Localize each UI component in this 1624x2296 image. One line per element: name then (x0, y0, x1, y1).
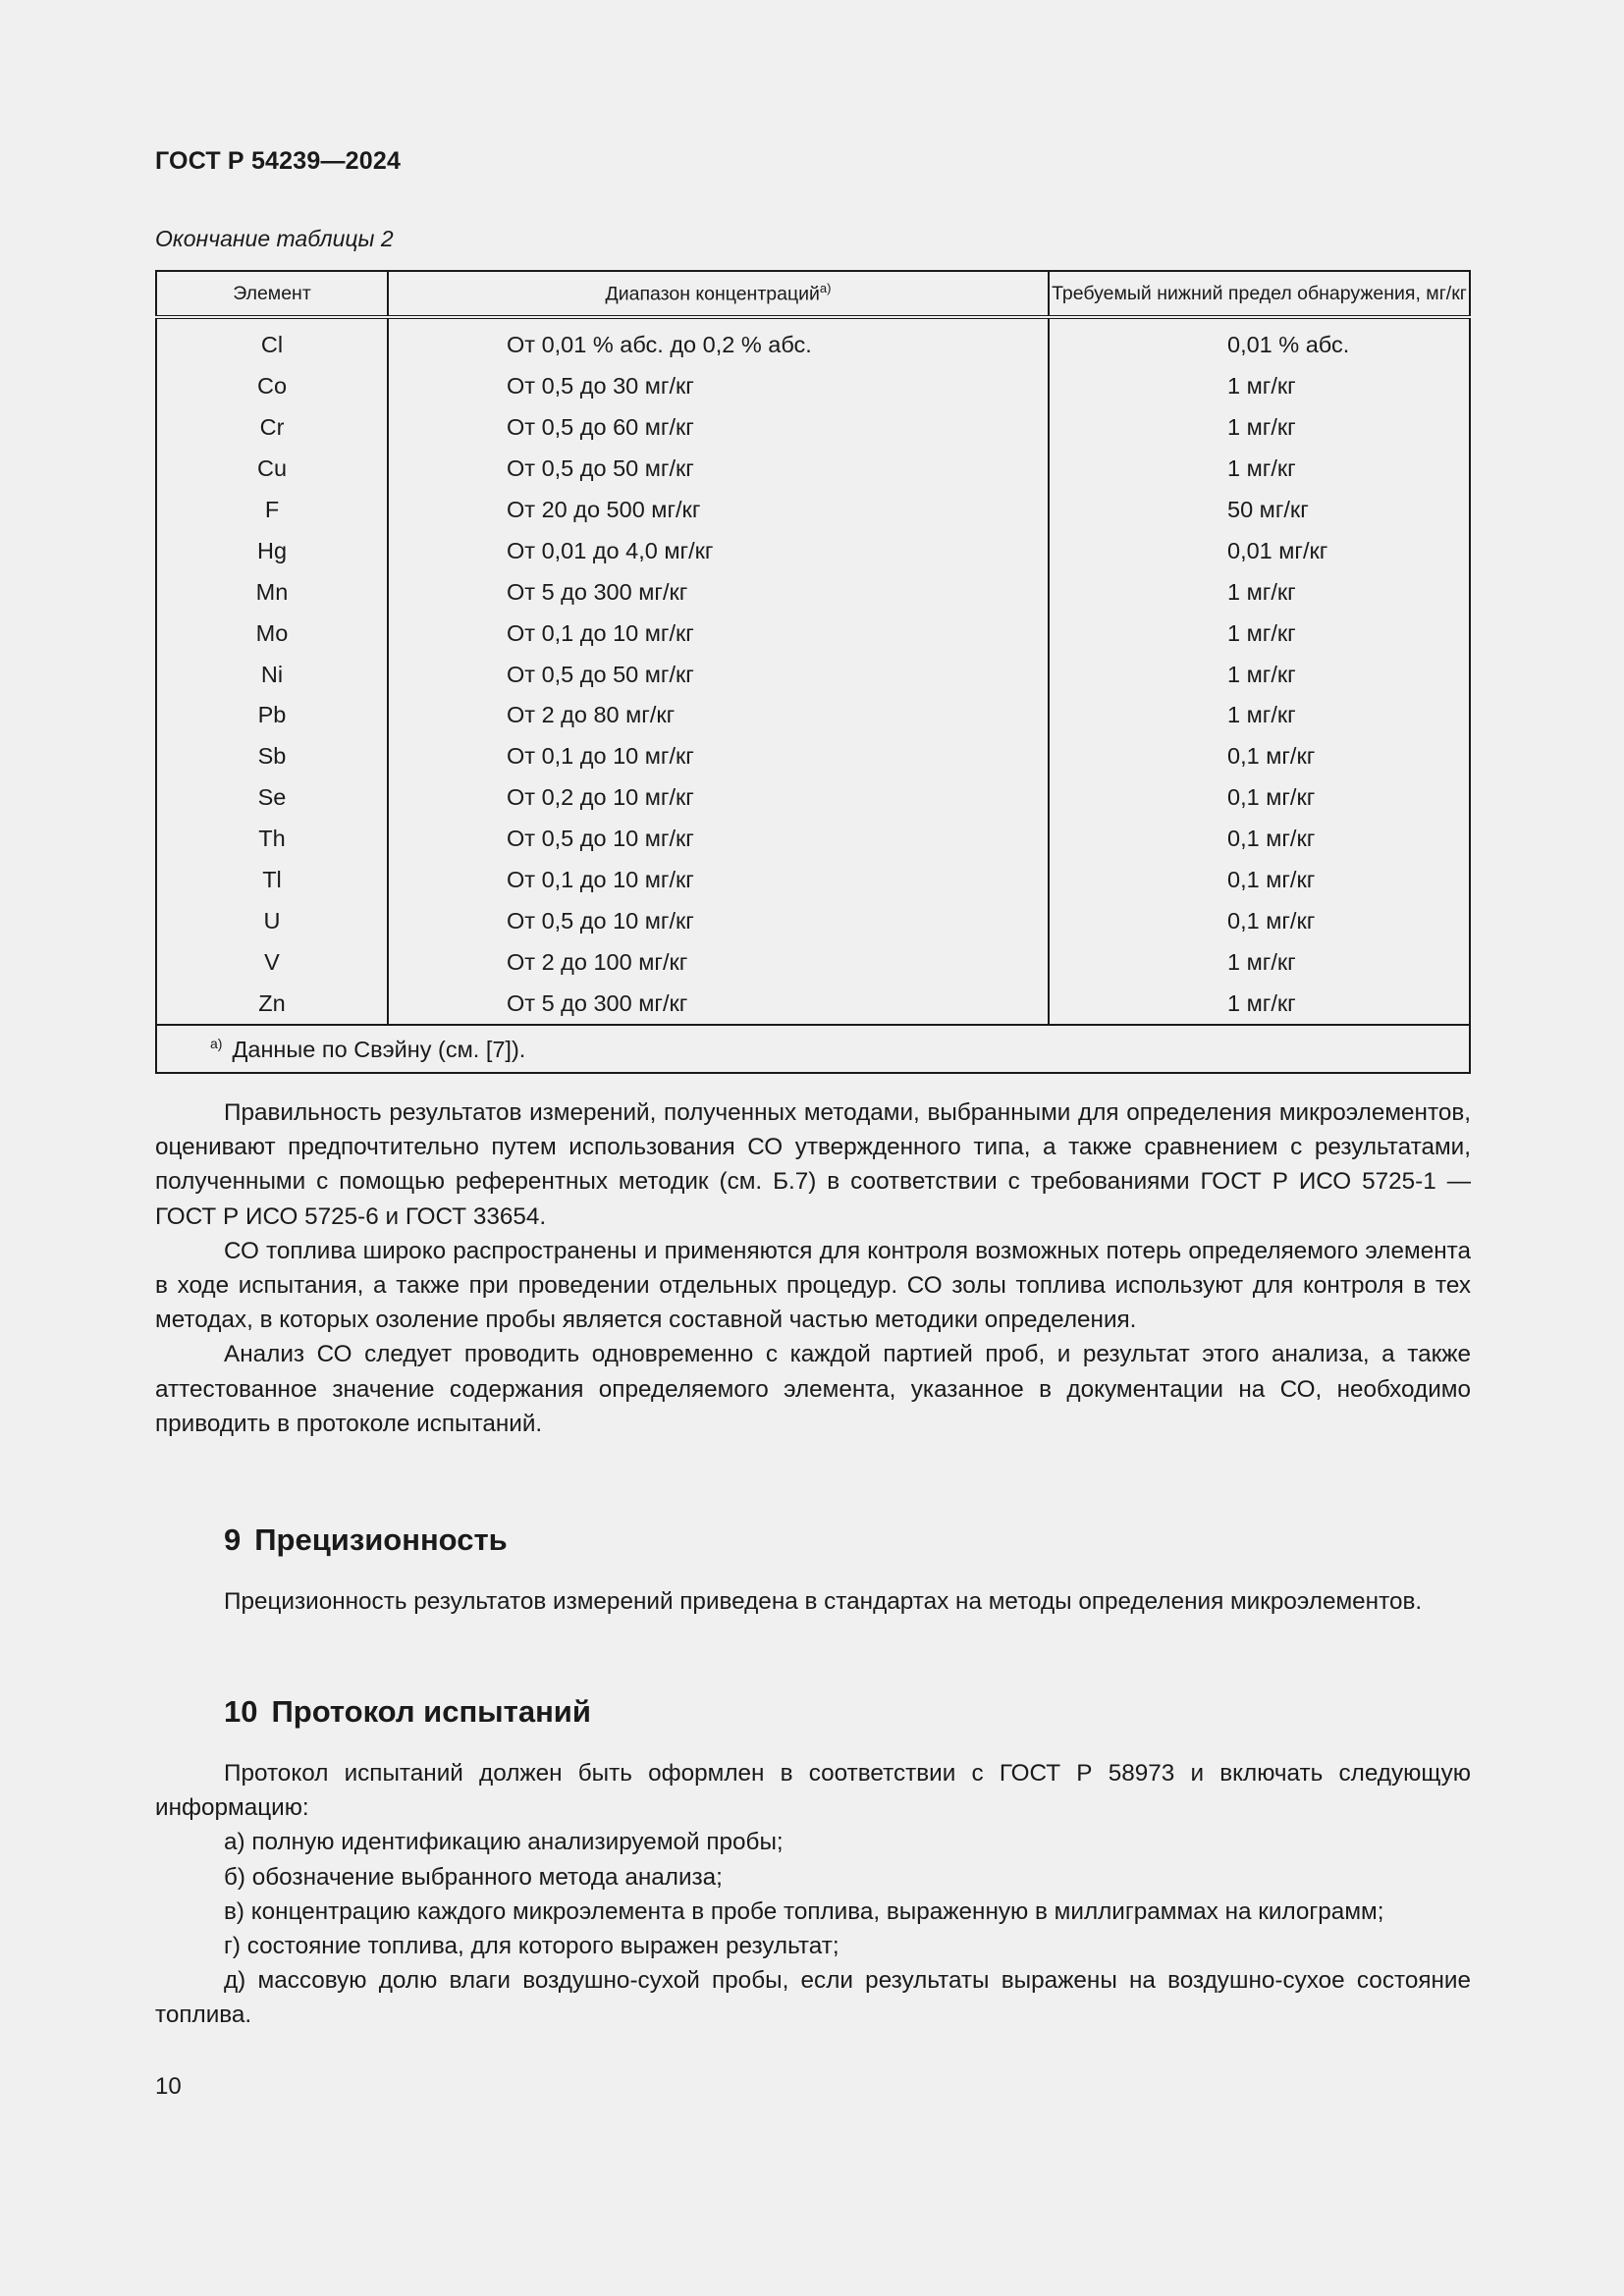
section-number: 9 (224, 1522, 242, 1557)
section-10-body (155, 1756, 1471, 2033)
table-row (156, 571, 1470, 613)
cell-element: U (263, 907, 281, 934)
list-item: г) состояние топлива, для которого выражен результат; (224, 1933, 839, 1960)
list-item: б) обозначение выбранного метода анализа; (224, 1863, 723, 1891)
table-row (156, 490, 1470, 531)
table-row (156, 366, 1470, 407)
cell-concentration-range: От 0,5 до 60 мг/кг (388, 407, 1049, 449)
section-9-heading (224, 1522, 508, 1558)
table-row (156, 613, 1470, 654)
section-title: Протокол испытаний (271, 1694, 591, 1729)
cell-element: Se (257, 784, 287, 811)
table-row (156, 819, 1470, 860)
cell-element: Pb (257, 702, 287, 728)
cell-concentration-range: От 20 до 500 мг/кг (388, 490, 1049, 531)
table-caption: Окончание таблицы 2 (155, 226, 394, 251)
cell-detection-limit: 0,01 мг/кг (1049, 530, 1470, 571)
paragraph: Прецизионность результатов измерений приведена в стандартах на методы определения микроэлементов. (224, 1588, 1423, 1615)
table-row (156, 983, 1470, 1025)
table-footnote (156, 1025, 1470, 1073)
cell-element: Cl (260, 332, 284, 358)
cell-concentration-range: От 0,5 до 30 мг/кг (388, 366, 1049, 407)
footnote-mark: а) (210, 1035, 223, 1051)
paragraph: Анализ СО следует проводить одновременно с каждой партией проб, и результат этого анализа, а также аттестованное значение содержания определяемого элемента, указанное в документации на СО, необходимо приводить в протоколе испытаний. (155, 1341, 1471, 1437)
table-header-row (156, 271, 1470, 317)
header-footnote-mark: а) (819, 281, 832, 296)
header-element: Элемент (156, 271, 388, 317)
section-10-heading (224, 1694, 591, 1730)
table-row (156, 900, 1470, 941)
cell-detection-limit: 1 мг/кг (1049, 983, 1470, 1025)
cell-concentration-range: От 0,5 до 50 мг/кг (388, 449, 1049, 490)
cell-detection-limit: 1 мг/кг (1049, 366, 1470, 407)
cell-detection-limit: 0,1 мг/кг (1049, 819, 1470, 860)
cell-concentration-range: От 0,1 до 10 мг/кг (388, 860, 1049, 901)
cell-concentration-range: От 0,1 до 10 мг/кг (388, 613, 1049, 654)
paragraph: СО топлива широко распространены и применяются для контроля возможных потерь определяемого элемента в ходе испытания, а также при проведении отдельных процедур. СО золы топлива используют для контроля в тех методах, в которых озоление пробы является составной частью методики определения. (155, 1237, 1471, 1334)
header-concentration-range (388, 271, 1049, 317)
cell-detection-limit: 1 мг/кг (1049, 695, 1470, 736)
cell-concentration-range: От 2 до 100 мг/кг (388, 941, 1049, 983)
cell-element: Sb (257, 743, 287, 770)
cell-concentration-range: От 0,01 % абс. до 0,2 % абс. (388, 317, 1049, 366)
cell-concentration-range: От 0,5 до 10 мг/кг (388, 900, 1049, 941)
paragraph: Протокол испытаний должен быть оформлен в соответствии с ГОСТ Р 58973 и включать следующую информацию: (155, 1760, 1471, 1822)
cell-concentration-range: От 0,01 до 4,0 мг/кг (388, 530, 1049, 571)
table-row (156, 941, 1470, 983)
cell-element: Mo (255, 619, 289, 646)
cell-detection-limit: 0,1 мг/кг (1049, 860, 1470, 901)
paragraph: Правильность результатов измерений, полученных методами, выбранными для определения микроэлементов, оценивают предпочтительно путем использования СО утвержденного типа, а также сравнением с результатами, полученными с помощью референтных методик (см. Б.7) в соответствии с требованиями ГОСТ Р ИСО 5725-1 — ГОСТ Р ИСО 5725-6 и ГОСТ 33654. (155, 1099, 1471, 1230)
cell-detection-limit: 1 мг/кг (1049, 407, 1470, 449)
table-row (156, 407, 1470, 449)
cell-detection-limit: 1 мг/кг (1049, 654, 1470, 695)
table-row (156, 317, 1470, 366)
cell-concentration-range: От 0,2 до 10 мг/кг (388, 777, 1049, 819)
paragraphs-after-table (155, 1095, 1471, 1441)
list-item: а) полную идентификацию анализируемой пробы; (224, 1829, 784, 1856)
cell-detection-limit: 1 мг/кг (1049, 613, 1470, 654)
table-row (156, 860, 1470, 901)
list-item: в) концентрацию каждого микроэлемента в пробе топлива, выраженную в миллиграммах на килограмм; (224, 1897, 1384, 1925)
cell-concentration-range: От 5 до 300 мг/кг (388, 571, 1049, 613)
table-row (156, 777, 1470, 819)
header-concentration-label: Диапазон концентраций (605, 283, 820, 305)
cell-concentration-range: От 0,1 до 10 мг/кг (388, 736, 1049, 777)
table-row (156, 736, 1470, 777)
cell-concentration-range: От 0,5 до 10 мг/кг (388, 819, 1049, 860)
cell-detection-limit: 0,01 % абс. (1049, 317, 1470, 366)
table-row (156, 449, 1470, 490)
header-detection-limit: Требуемый нижний предел обнаружения, мг/кг (1049, 271, 1470, 317)
table-row (156, 530, 1470, 571)
list-item: д) массовую долю влаги воздушно-сухой пробы, если результаты выражены на воздушно-сухое состояние топлива. (155, 1967, 1471, 2029)
cell-detection-limit: 0,1 мг/кг (1049, 736, 1470, 777)
section-title: Прецизионность (254, 1522, 508, 1557)
cell-element: Hg (256, 537, 288, 563)
section-number: 10 (224, 1694, 258, 1729)
cell-element: F (264, 497, 280, 522)
cell-element: Ni (260, 661, 284, 687)
cell-element: Zn (258, 989, 286, 1016)
table-footnote-row (156, 1025, 1470, 1073)
cell-element: Mn (255, 578, 289, 605)
cell-detection-limit: 1 мг/кг (1049, 941, 1470, 983)
cell-element: Cr (259, 414, 285, 441)
table-row (156, 695, 1470, 736)
footnote-text: Данные по Свэйну (см. [7]). (232, 1036, 526, 1062)
cell-element: Cu (256, 455, 288, 482)
cell-concentration-range: От 0,5 до 50 мг/кг (388, 654, 1049, 695)
cell-element: Tl (262, 867, 282, 893)
cell-element: V (264, 948, 280, 975)
table-body (156, 317, 1470, 1025)
cell-element: Th (258, 826, 286, 852)
cell-detection-limit: 50 мг/кг (1049, 490, 1470, 531)
cell-detection-limit: 0,1 мг/кг (1049, 777, 1470, 819)
cell-element: Co (256, 373, 288, 400)
element-table (155, 270, 1471, 1074)
cell-concentration-range: От 2 до 80 мг/кг (388, 695, 1049, 736)
page-number: 10 (155, 2073, 182, 2100)
document-code: ГОСТ Р 54239—2024 (155, 147, 402, 175)
cell-concentration-range: От 5 до 300 мг/кг (388, 983, 1049, 1025)
table-row (156, 654, 1470, 695)
cell-detection-limit: 1 мг/кг (1049, 571, 1470, 613)
section-9-body (155, 1584, 1471, 1619)
cell-detection-limit: 0,1 мг/кг (1049, 900, 1470, 941)
cell-detection-limit: 1 мг/кг (1049, 449, 1470, 490)
